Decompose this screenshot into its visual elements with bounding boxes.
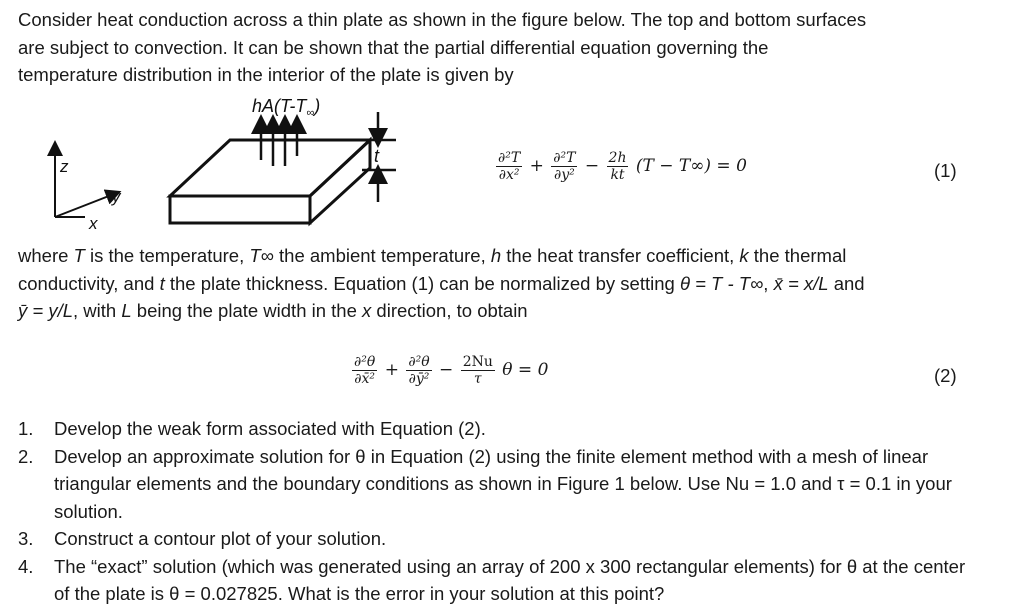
axis-x-label: x (89, 214, 98, 230)
plate-figure (40, 90, 460, 230)
task-number: 1. (18, 418, 34, 439)
task-list (18, 415, 974, 608)
eq1-coef-den: kt (610, 167, 625, 183)
eq2-tail: θ = 0 (502, 360, 549, 380)
equation-2 (350, 354, 548, 387)
task-text: Develop an approximate solution for θ in Equation (2) using the finite element method with a mesh of linear triangular elements and the boundary conditions as shown in Figure 1 below. Use Nu = 1.0 and τ = 0.1 in your solution. (54, 445, 952, 522)
eq1-coef-num: 2h (608, 150, 627, 166)
eq2-dybar2: ∂ȳ² (408, 371, 430, 387)
equation-1 (494, 150, 747, 183)
eq1-dx2: ∂x² (498, 167, 520, 183)
intro-line-2: are subject to convection. It can be shown that the partial differential equation governing the (18, 36, 769, 58)
task-text: Develop the weak form associated with Equation (2). (54, 418, 486, 439)
task-number: 3. (18, 528, 34, 549)
definitions-paragraph (18, 242, 865, 325)
intro-line-3: temperature distribution in the interior of the plate is given by (18, 64, 514, 85)
flux-label: $hA(T-T_\infty)$ (252, 96, 321, 119)
eq2-d2theta-2: ∂²θ (408, 354, 430, 370)
definitions-line-3: ȳ = y/L, with L being the plate width in the x direction, to obtain (18, 300, 528, 321)
task-text: Construct a contour plot of your solution. (54, 528, 387, 549)
thickness-label: t (374, 146, 380, 166)
eq1-plus: + (529, 156, 544, 176)
definitions-line-2: conductivity, and t the plate thickness. Equation (1) can be normalized by setting θ = T - T∞, x̄ = x/L and (18, 272, 865, 294)
eq1-tail: (T − T∞) = 0 (635, 156, 747, 176)
definitions-line-1: where T is the temperature, T∞ the ambient temperature, h the heat transfer coefficient, k the thermal (18, 245, 847, 266)
eq2-plus: + (384, 360, 399, 380)
eq2-d2theta: ∂²θ (354, 354, 376, 370)
list-item (18, 443, 974, 526)
plate (170, 140, 370, 223)
task-text: The “exact” solution (which was generated using an array of 200 x 300 rectangular elements) for θ at the center of the plate is θ = 0.027825. What is the error in your solution at this point? (54, 555, 966, 604)
task-number: 4. (18, 555, 34, 577)
list-item (18, 525, 974, 553)
equation-1-number: (1) (934, 160, 957, 181)
eq2-coef-den: τ (473, 371, 482, 387)
list-item (18, 415, 974, 443)
equation-2-number: (2) (934, 365, 957, 386)
eq1-dy2: ∂y² (553, 167, 575, 183)
eq2-dxbar2: ∂x̄² (354, 371, 376, 387)
intro-paragraph (18, 6, 866, 89)
axis-y-label: y (112, 187, 121, 206)
intro-line-1: Consider heat conduction across a thin plate as shown in the figure below. The top and bottom surfaces (18, 9, 867, 30)
eq1-d2T: ∂²T (498, 150, 521, 166)
eq1-d2T-2: ∂²T (553, 150, 576, 166)
eq1-minus: − (584, 156, 600, 176)
convection-arrows (261, 124, 297, 166)
eq2-minus: − (439, 360, 454, 380)
eq2-coef-num: 2Nu (462, 354, 493, 370)
task-number: 2. (18, 445, 34, 467)
axis-z-label: z (60, 157, 69, 176)
list-item (18, 553, 974, 608)
